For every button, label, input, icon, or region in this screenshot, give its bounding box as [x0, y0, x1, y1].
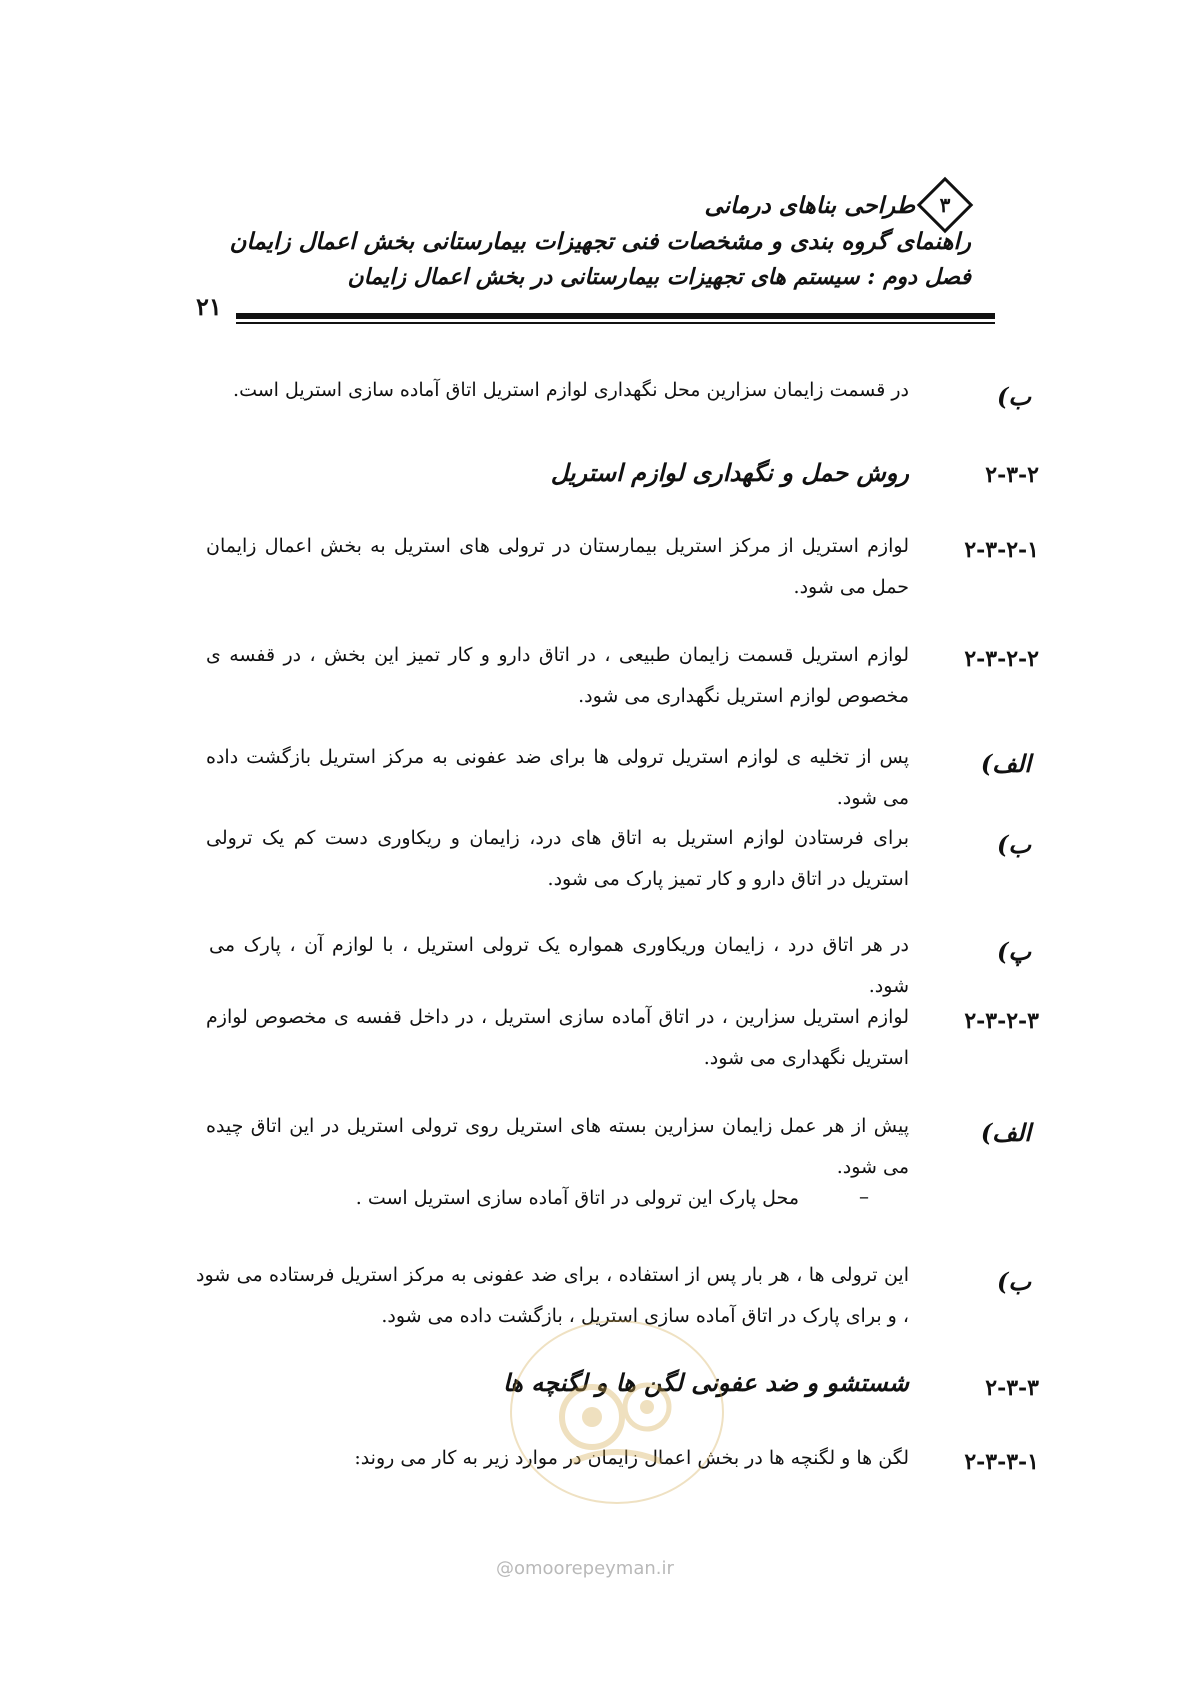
section-heading: روش حمل و نگهداری لوازم استریل: [550, 458, 909, 487]
item-text: محل پارک این ترولی در اتاق آماده سازی استریل است .: [355, 1187, 799, 1209]
header-subtitle: راهنمای گروه بندی و مشخصات فنی تجهیزات بیمارستانی بخش اعمال زایمان: [229, 228, 971, 255]
item-marker: ب): [997, 382, 1031, 411]
item-marker: ب): [997, 1267, 1031, 1296]
page-number: ۲۱: [196, 292, 222, 321]
section-number: ۲-۳-۲-۱: [964, 537, 1039, 563]
item-text: لوازم استریل سزارین ، در اتاق آماده سازی استریل ، در داخل قفسه ی مخصوص لوازم استریل نگهداری می شود.: [206, 1006, 909, 1069]
header-line1: طراحی بناهای درمانی: [704, 191, 915, 219]
item-text: لوازم استریل قسمت زایمان طبیعی ، در اتاق دارو و کار تمیز این بخش ، در قفسه ی مخصوص لوازم استریل نگهداری می شود.: [206, 644, 909, 707]
item-text: برای فرستادن لوازم استریل به اتاق های درد، زایمان و ریکاوری دست کم یک ترولی استریل در اتاق دارو و کار تمیز پارک می شود.: [206, 827, 909, 890]
item-marker: پ): [997, 937, 1031, 966]
item-text: این ترولی ها ، هر بار پس از استفاده ، برای ضد عفونی به مرکز استریل فرستاده می شود ، و برای پارک در اتاق آماده سازی استریل ، بازگشت داده می شود.: [196, 1264, 909, 1327]
header-rule-thin: [236, 322, 995, 324]
watermark-text: @omoorepeyman.ir: [496, 1558, 674, 1579]
header-rule: [236, 313, 995, 319]
section-number: ۲-۳-۲-۳: [964, 1008, 1039, 1034]
section-number: ۲-۳-۳-۱: [964, 1449, 1039, 1475]
item-text: در قسمت زایمان سزارین محل نگهداری لوازم استریل اتاق آماده سازی استریل است.: [233, 379, 909, 401]
header-title: [704, 185, 971, 225]
item-text: لگن ها و لگنچه ها در بخش اعمال زایمان در موارد زیر به کار می روند:: [354, 1447, 909, 1469]
header-chapter: فصل دوم : سیستم های تجهیزات بیمارستانی در بخش اعمال زایمان: [347, 264, 971, 290]
item-marker: ب): [997, 830, 1031, 859]
bullet-dash: –: [859, 1184, 869, 1208]
section-number: ۲-۳-۲: [985, 462, 1039, 488]
item-text: در هر اتاق درد ، زایمان وریکاوری همواره یک ترولی استریل ، با لوازم آن ، پارک می شود.: [209, 934, 909, 997]
item-marker: الف): [980, 749, 1031, 778]
watermark-logo: [510, 1320, 724, 1504]
item-text: لوازم استریل از مرکز استریل بیمارستان در ترولی های استریل به بخش اعمال زایمان حمل می شود.: [206, 535, 909, 598]
section-heading: شستشو و ضد عفونی لگن ها و لگنچه ها: [502, 1368, 909, 1397]
item-marker: الف): [980, 1118, 1031, 1147]
section-number: ۲-۳-۲-۲: [964, 646, 1039, 672]
section-number: ۲-۳-۳: [985, 1375, 1039, 1401]
chapter-badge-number: ۳: [939, 193, 951, 217]
chapter-badge: [917, 177, 974, 234]
item-text: پس از تخلیه ی لوازم استریل ترولی ها برای ضد عفونی به مرکز استریل بازگشت داده می شود.: [206, 746, 909, 809]
gear-icon: [542, 1347, 692, 1477]
item-text: پیش از هر عمل زایمان سزارین بسته های استریل روی ترولی استریل در این اتاق چیده می شود.: [206, 1115, 909, 1178]
